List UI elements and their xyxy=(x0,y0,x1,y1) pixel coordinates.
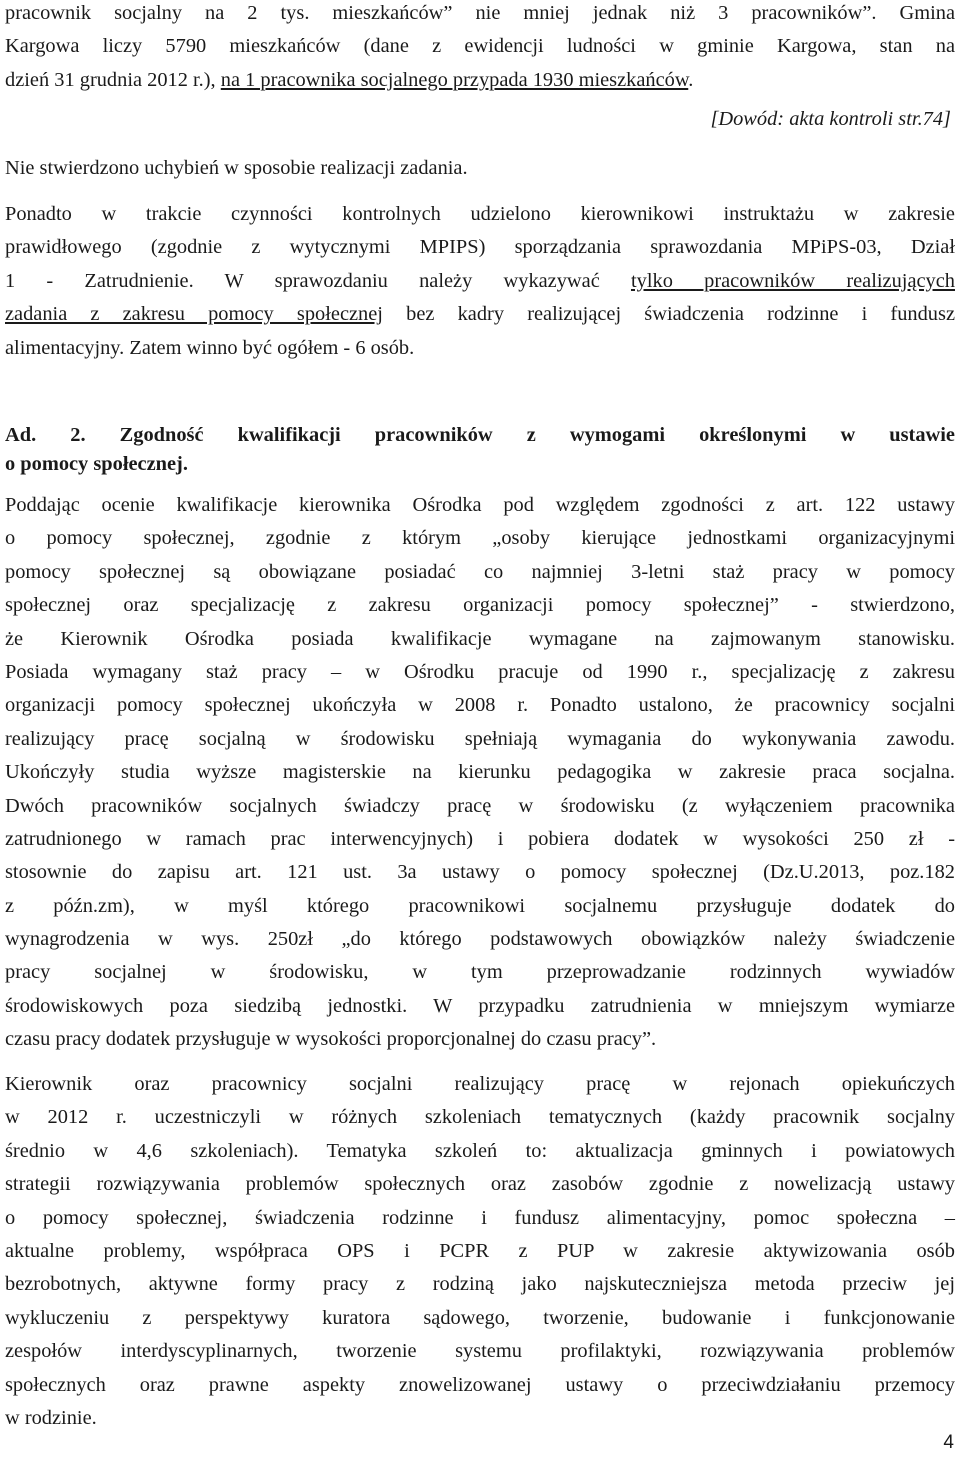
paragraph-trainings xyxy=(5,1068,955,1435)
paragraph-staffing xyxy=(5,0,955,97)
underlined-phrase: tylko pracowników realizujących xyxy=(630,269,955,292)
text-line: zatrudnionego w ramach prac interwencyjnych) i pobiera dodatek w wysokości 250 zł - xyxy=(5,827,955,850)
text-line: środowiskowych poza siedzibą jednostki. W przypadku zatrudnienia w mniejszym wymiarze xyxy=(5,994,955,1017)
text-line: wynagrodzenia w wys. 250zł „do którego podstawowych obowiązków należy świadczenie xyxy=(5,928,955,951)
paragraph-qualifications xyxy=(5,489,955,1057)
no-irregularities-statement: Nie stwierdzono uchybień w sposobie realizacji zadania. xyxy=(5,157,468,179)
text-line: średnio w 4,6 szkoleniach). Tematyka szkoleń to: aktualizacja gminnych i powiatowych xyxy=(5,1139,955,1162)
text-line: zadania z zakresu pomocy społecznej bez kadry realizującej świadczenia rodzinne i fundusz xyxy=(5,303,955,326)
underlined-phrase: na 1 pracownika socjalnego przypada 1930 mieszkańców xyxy=(220,68,689,91)
text-line: z późn.zm), w myśl którego pracownikowi socjalnemu przysługuje dodatek do xyxy=(5,894,955,917)
text-line: prawidłowego (zgodnie z wytycznymi MPIPS) sporządzania sprawozdania MPiPS-03, Dział xyxy=(5,236,955,259)
text-line: w 2012 r. uczestniczyli w różnych szkoleniach tematycznych (każdy pracownik socjalny xyxy=(5,1106,955,1129)
text-line: społecznych oraz prawne aspekty znowelizowanej ustawy o przeciwdziałaniu przemocy xyxy=(5,1373,955,1396)
text-line: pomocy społecznej są obowiązane posiadać co najmniej 3-letni staż pracy w pomocy xyxy=(5,560,955,583)
text-line: Dwóch pracowników socjalnych świadczy pracę w środowisku (z wyłączeniem pracownika xyxy=(5,794,955,817)
text-line: Kierownik oraz pracownicy socjalni realizujący pracę w rejonach opiekuńczych xyxy=(5,1073,955,1095)
text-line: pracy socjalnej w środowisku, w tym przeprowadzanie rodzinnych wywiadów xyxy=(5,961,955,984)
text-line: zespołów interdyscyplinarnych, tworzenie systemu profilaktyki, rozwiązywania problemów xyxy=(5,1340,955,1363)
text-line: o pomocy społecznej, świadczenia rodzinne i fundusz alimentacyjny, pomoc społeczna – xyxy=(5,1206,955,1229)
underlined-phrase: zadania z zakresu pomocy społecznej xyxy=(5,303,383,326)
text-line: Kargowa liczy 5790 mieszkańców (dane z ewidencji ludności w gminie Kargowa, stan na xyxy=(5,35,955,58)
text-line: Ponadto w trakcie czynności kontrolnych udzielono kierownikowi instruktażu w zakresie xyxy=(5,203,955,225)
text-line: strategii rozwiązywania problemów społecznych oraz zasobów zgodnie z nowelizacją ustawy xyxy=(5,1173,955,1196)
text-line: Posiada wymagany staż pracy – w Ośrodku pracuje od 1990 r., specjalizację z zakresu xyxy=(5,660,955,683)
text-line: w rodzinie. xyxy=(5,1406,97,1429)
text-line: wykluczeniu z perspektywy kuratora sądowego, tworzenie, budowanie i funkcjonowanie xyxy=(5,1306,955,1329)
text-line: czasu pracy dodatek przysługuje w wysokości proporcjonalnej do czasu pracy”. xyxy=(5,1028,657,1051)
text-line: bezrobotnych, aktywne formy pracy z rodziną jako najskuteczniejsza metoda przeciw jej xyxy=(5,1273,955,1296)
evidence-note: [Dowód: akta kontroli str.74] xyxy=(710,108,951,130)
page-number: 4 xyxy=(943,1432,954,1453)
text-line: Poddając ocenie kwalifikacje kierownika Ośrodka pod względem zgodności z art. 122 ustawy xyxy=(5,494,955,516)
text-line: dzień 31 grudnia 2012 r.), na 1 pracownika socjalnego przypada 1930 mieszkańców. xyxy=(5,68,694,91)
section-heading: Ad. 2. Zgodność kwalifikacji pracowników z wymogami określonymi w ustawie o pomocy społecznej. xyxy=(5,424,955,475)
text-line: o pomocy społecznej, zgodnie z którym „osoby kierujące jednostkami organizacyjnymi xyxy=(5,527,955,550)
text-line: alimentacyjny. Zatem winno być ogółem - 6 osób. xyxy=(5,336,415,359)
text-line: że Kierownik Ośrodka posiada kwalifikacje wymagane na zajmowanym stanowisku. xyxy=(5,627,955,650)
text-line: społecznej oraz specjalizację z zakresu organizacji pomocy społecznej” - stwierdzono, xyxy=(5,594,955,617)
paragraph-instruction xyxy=(5,198,955,365)
text-line: 1 - Zatrudnienie. W sprawozdaniu należy wykazywać tylko pracowników realizujących xyxy=(5,269,955,292)
text-line: pracownik socjalny na 2 tys. mieszkańców” nie mniej jednak niż 3 pracowników”. Gmina xyxy=(5,2,955,24)
text-line: Ukończyły studia wyższe magisterskie na kierunku pedagogika w zakresie praca socjalna. xyxy=(5,761,955,784)
text-line: aktualne problemy, współpraca OPS i PCPR z PUP w zakresie aktywizowania osób xyxy=(5,1239,955,1262)
text-line: stosownie do zapisu art. 121 ust. 3a ustawy o pomocy społecznej (Dz.U.2013, poz.182 xyxy=(5,861,955,884)
text-line: organizacji pomocy społecznej ukończyła w 2008 r. Ponadto ustalono, że pracownicy socjalni xyxy=(5,694,955,717)
text-line: realizujący pracę socjalną w środowisku spełniają wymagania do wykonywania zawodu. xyxy=(5,727,955,750)
